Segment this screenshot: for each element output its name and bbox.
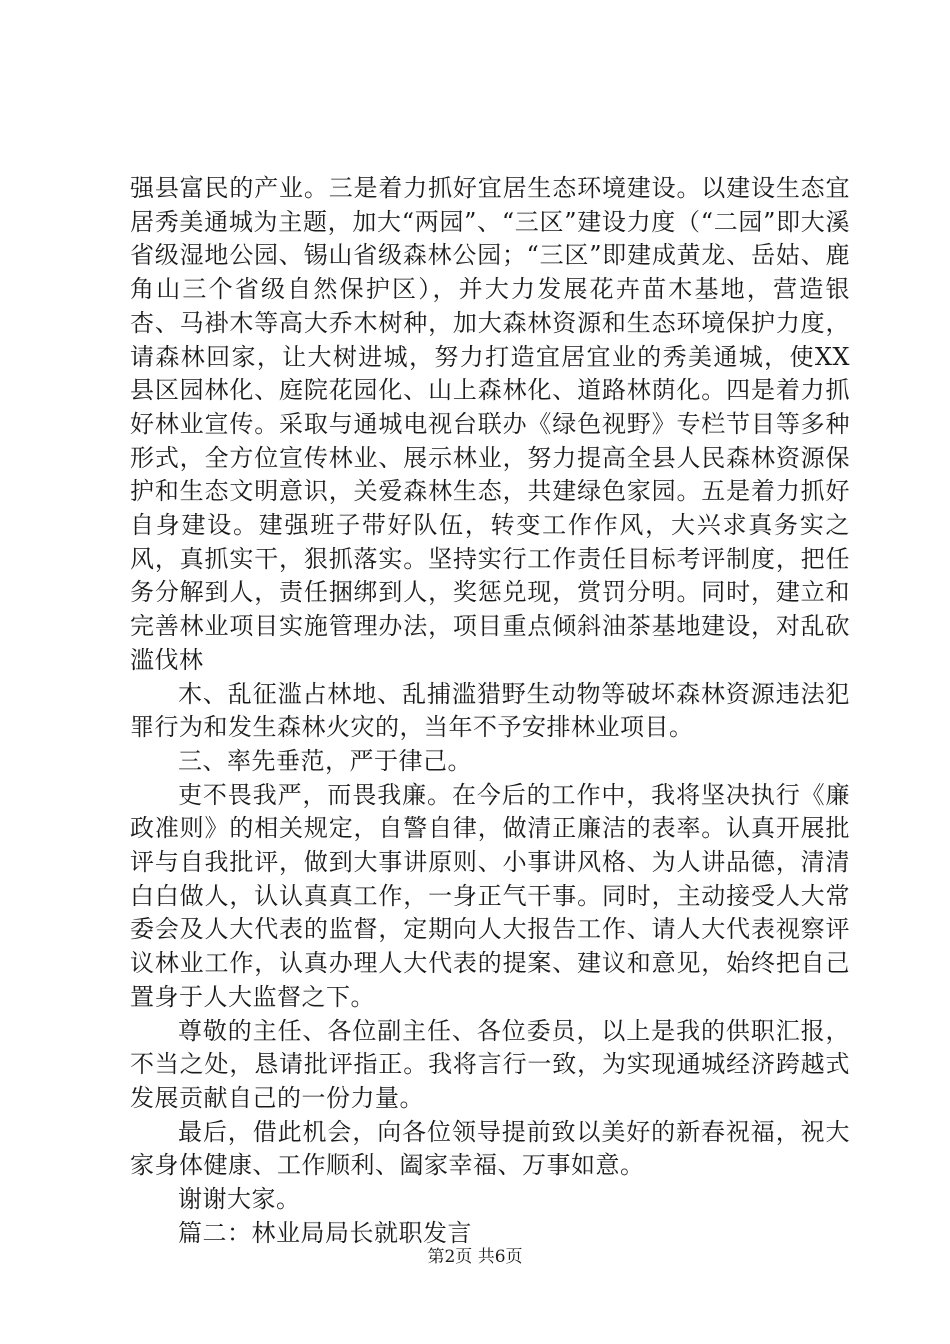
- document-body: [130, 172, 850, 1251]
- section-heading-3: 三、率先垂范，严于律己。: [178, 746, 472, 775]
- paragraph-4: 吏不畏我严，而畏我廉。在今后的工作中，我将坚决执行《廉政准则》的相关规定，自警自律，做清正廉洁的表率。认真开展批评与自我批评，做到大事讲原则、小事讲风格、为人讲品德，清清白白做人，认认真真工作，一身正气干事。同时，主动接受人大常委会及人大代表的监督，定期向人大报告工作、请人大代表视察评议林业工作，认真办理人大代表的提案、建议和意见，始终把自己置身于人大监督之下。: [130, 780, 850, 1011]
- page-number-footer: 第2页 共6页: [427, 1247, 523, 1267]
- chapter-two-heading: 篇二：林业局局长就职发言: [178, 1218, 472, 1247]
- paragraph-2: 木、乱征滥占林地、乱捕滥猎野生动物等破坏森林资源违法犯罪行为和发生森林火灾的，当年不予安排林业项目。: [130, 679, 850, 742]
- paragraph-1: 强县富民的产业。三是着力抓好宜居生态环境建设。以建设生态宜居秀美通城为主题，加大“两园”、“三区”建设力度（“二园”即大溪省级湿地公园、锡山省级森林公园；“三区”即建成黄龙、岳姑、鹿角山三个省级自然保护区），并大力发展花卉苗木基地，营造银杏、马褂木等高大乔木树种，加大森林资源和生态环境保护力度，请森林回家，让大树进城，努力打造宜居宜业的秀美通城，使XX县区园林化、庭院花园化、山上森林化、道路林荫化。四是着力抓好林业宣传。采取与通城电视台联办《绿色视野》专栏节目等多种形式，全方位宣传林业、展示林业，努力提高全县人民森林资源保护和生态文明意识，关爱森林生态，共建绿色家园。五是着力抓好自身建设。建强班子带好队伍，转变工作作风，大兴求真务实之风，真抓实干，狠抓落实。坚持实行工作责任目标考评制度，把任务分解到人，责任捆绑到人，奖惩兑现，赏罚分明。同时，建立和完善林业项目实施管理办法，项目重点倾斜油茶基地建设，对乱砍滥伐林: [130, 174, 850, 674]
- paragraph-5: 尊敬的主任、各位副主任、各位委员，以上是我的供职汇报，不当之处，恳请批评指正。我将言行一致，为实现通城经济跨越式发展贡献自己的一份力量。: [130, 1016, 850, 1112]
- paragraph-6: 最后，借此机会，向各位领导提前致以美好的新春祝福，祝大家身体健康、工作顺利、阖家幸福、万事如意。: [130, 1117, 850, 1180]
- paragraph-thanks: 谢谢大家。: [178, 1185, 301, 1214]
